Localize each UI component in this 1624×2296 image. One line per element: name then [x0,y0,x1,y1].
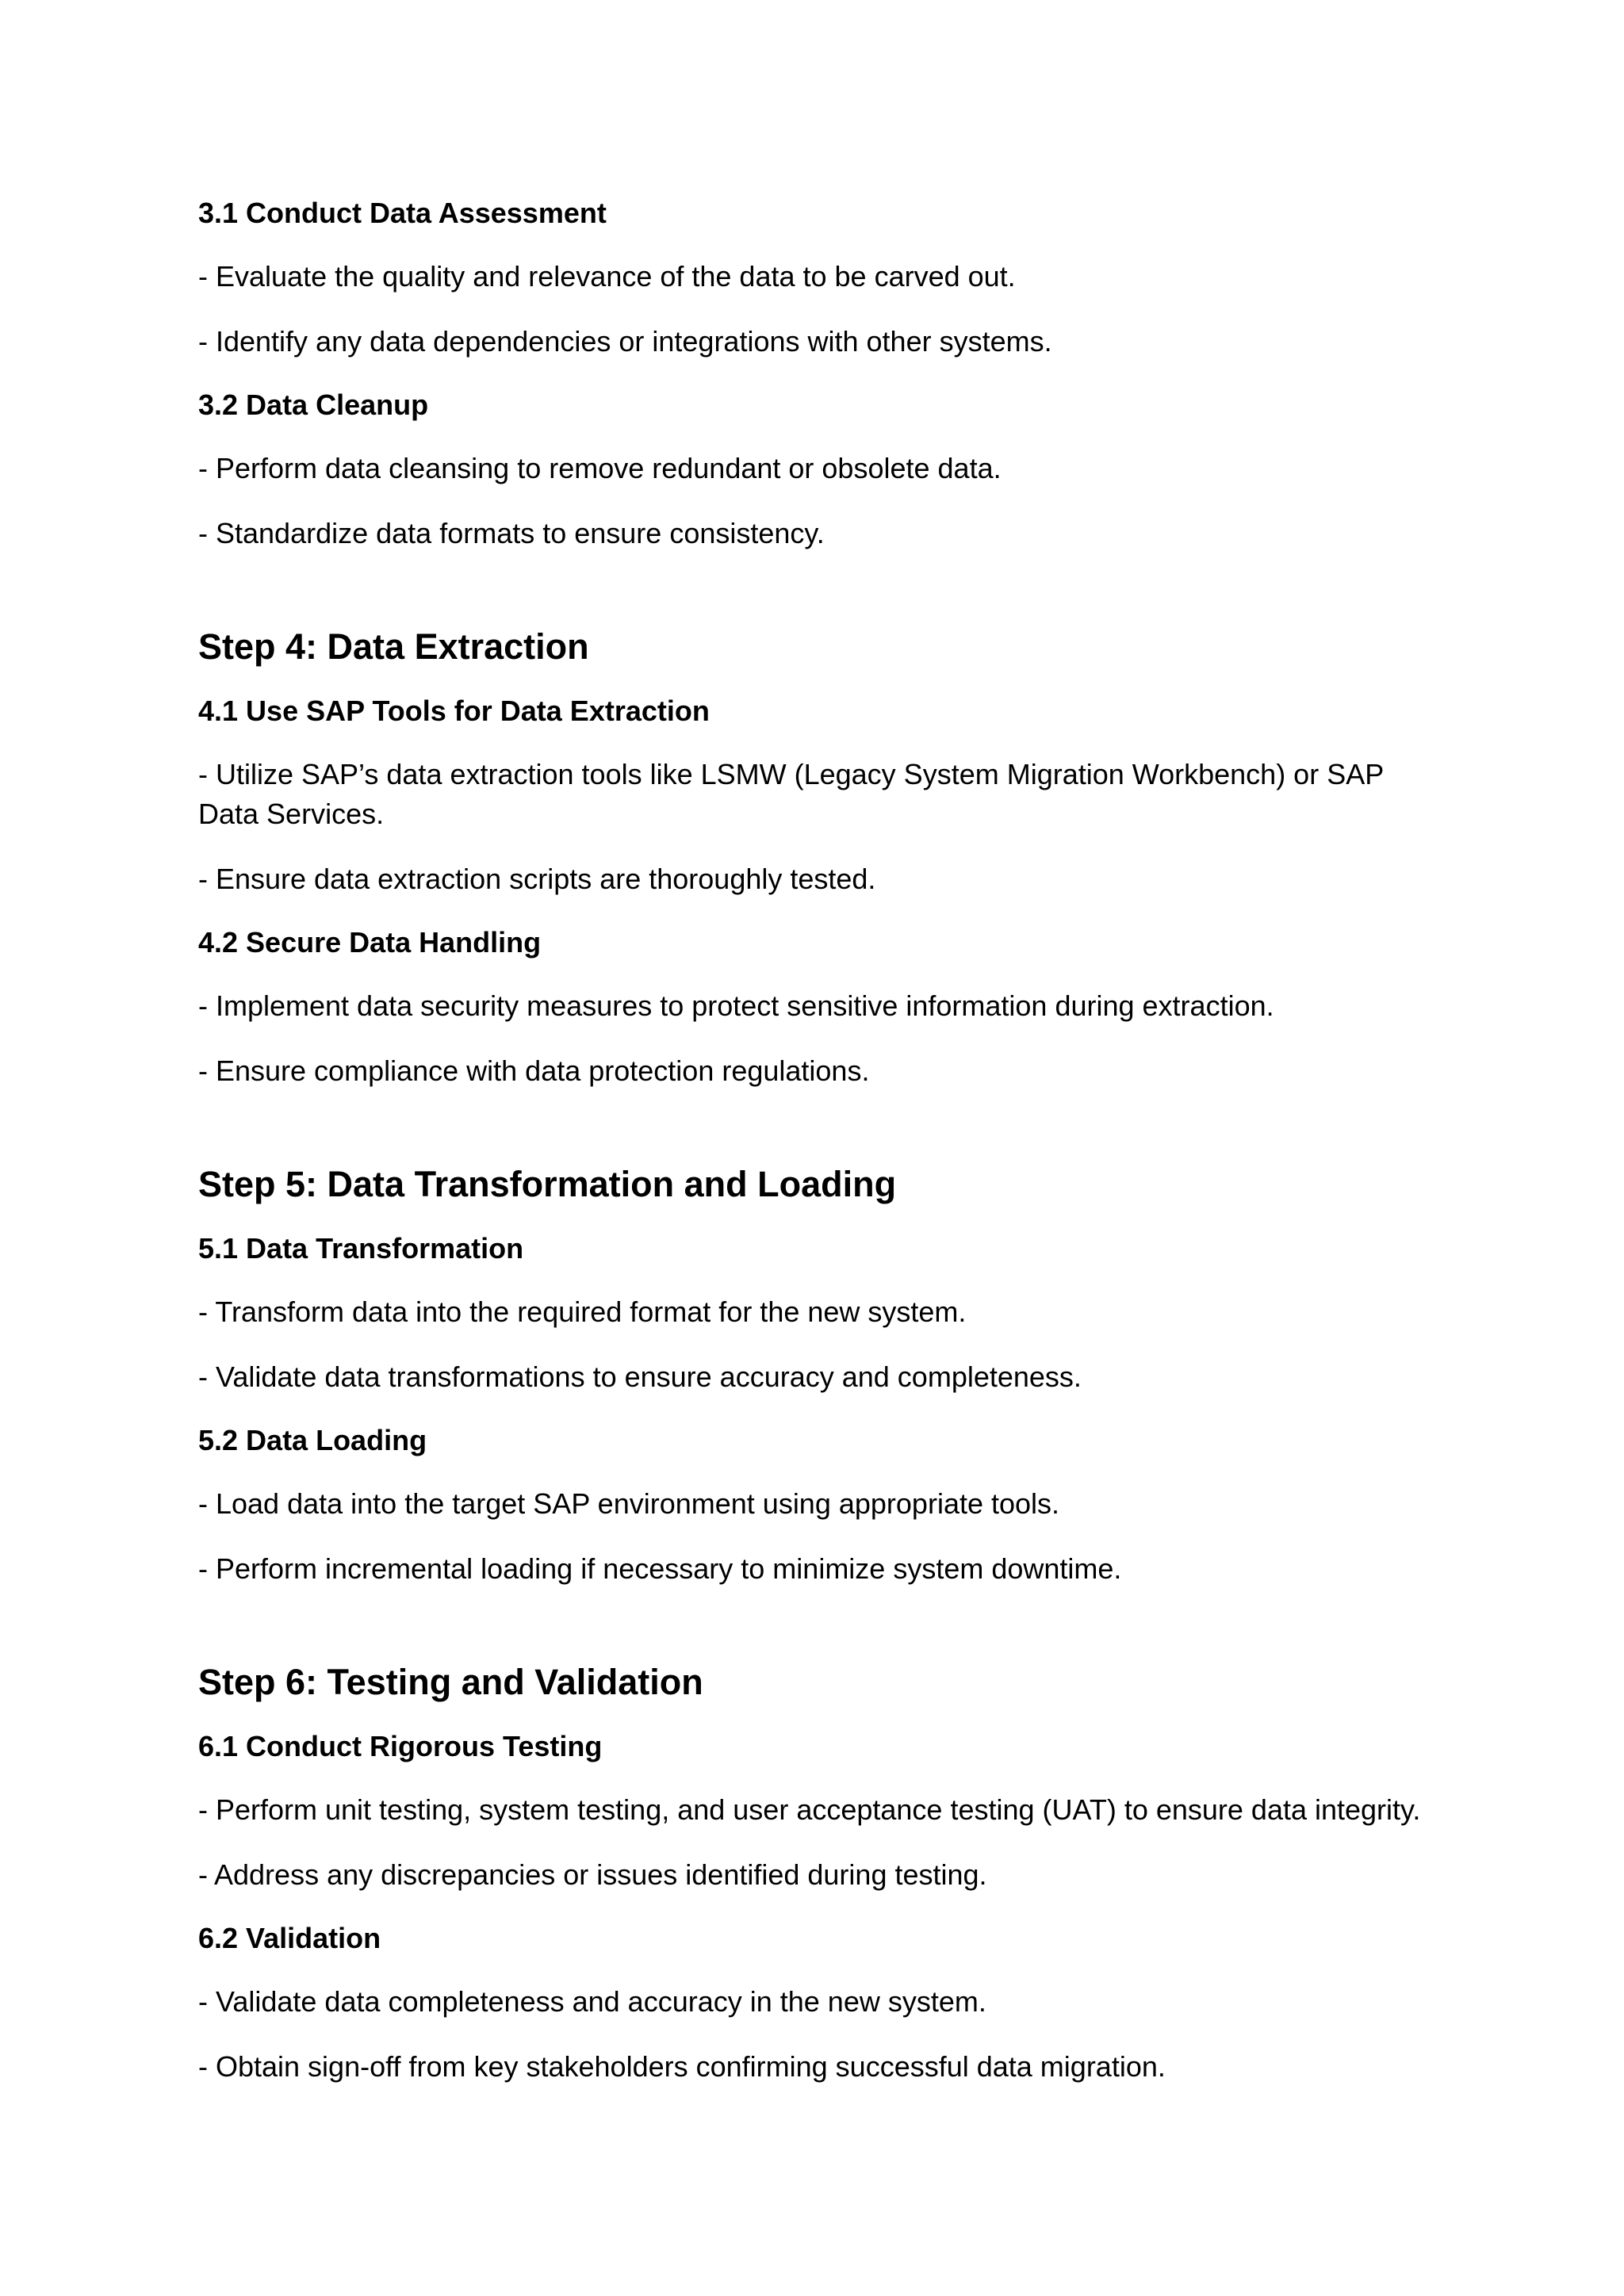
document-body [198,195,1435,2087]
list-item: - Implement data security measures to protect sensitive information during extraction. [198,989,1274,1022]
list-item: - Utilize SAP’s data extraction tools like LSMW (Legacy System Migration Workbench) or SAP Data Services. [198,758,1384,830]
list-item: - Transform data into the required format for the new system. [198,1295,967,1328]
step-heading-6: Step 6: Testing and Validation [198,1662,703,1702]
list-item: - Perform incremental loading if necessary to minimize system downtime. [198,1552,1122,1585]
step-heading-5: Step 5: Data Transformation and Loading [198,1164,897,1204]
list-item: - Perform data cleansing to remove redundant or obsolete data. [198,452,1002,484]
list-item: - Validate data transformations to ensure accuracy and completeness. [198,1360,1082,1393]
list-item: - Validate data completeness and accuracy in the new system. [198,1985,986,2018]
subsection-heading-5-2: 5.2 Data Loading [198,1424,427,1456]
subsection-heading-3-2: 3.2 Data Cleanup [198,388,429,421]
subsection-heading-3-1: 3.1 Conduct Data Assessment [198,197,607,229]
list-item: - Standardize data formats to ensure consistency. [198,517,825,549]
subsection-heading-4-1: 4.1 Use SAP Tools for Data Extraction [198,695,710,727]
list-item: - Ensure compliance with data protection regulations. [198,1054,870,1087]
list-item: - Perform unit testing, system testing, and user acceptance testing (UAT) to ensure data integrity. [198,1793,1421,1826]
subsection-heading-5-1: 5.1 Data Transformation [198,1232,524,1265]
subsection-heading-6-2: 6.2 Validation [198,1922,381,1954]
list-item: - Ensure data extraction scripts are thoroughly tested. [198,863,876,895]
list-item: - Identify any data dependencies or integrations with other systems. [198,325,1052,358]
list-item: - Obtain sign-off from key stakeholders confirming successful data migration. [198,2050,1166,2083]
subsection-heading-4-2: 4.2 Secure Data Handling [198,926,542,959]
list-item: - Evaluate the quality and relevance of the data to be carved out. [198,260,1016,293]
list-item: - Address any discrepancies or issues identified during testing. [198,1858,987,1891]
step-heading-4: Step 4: Data Extraction [198,626,589,667]
list-item: - Load data into the target SAP environment using appropriate tools. [198,1487,1060,1520]
subsection-heading-6-1: 6.1 Conduct Rigorous Testing [198,1730,603,1762]
